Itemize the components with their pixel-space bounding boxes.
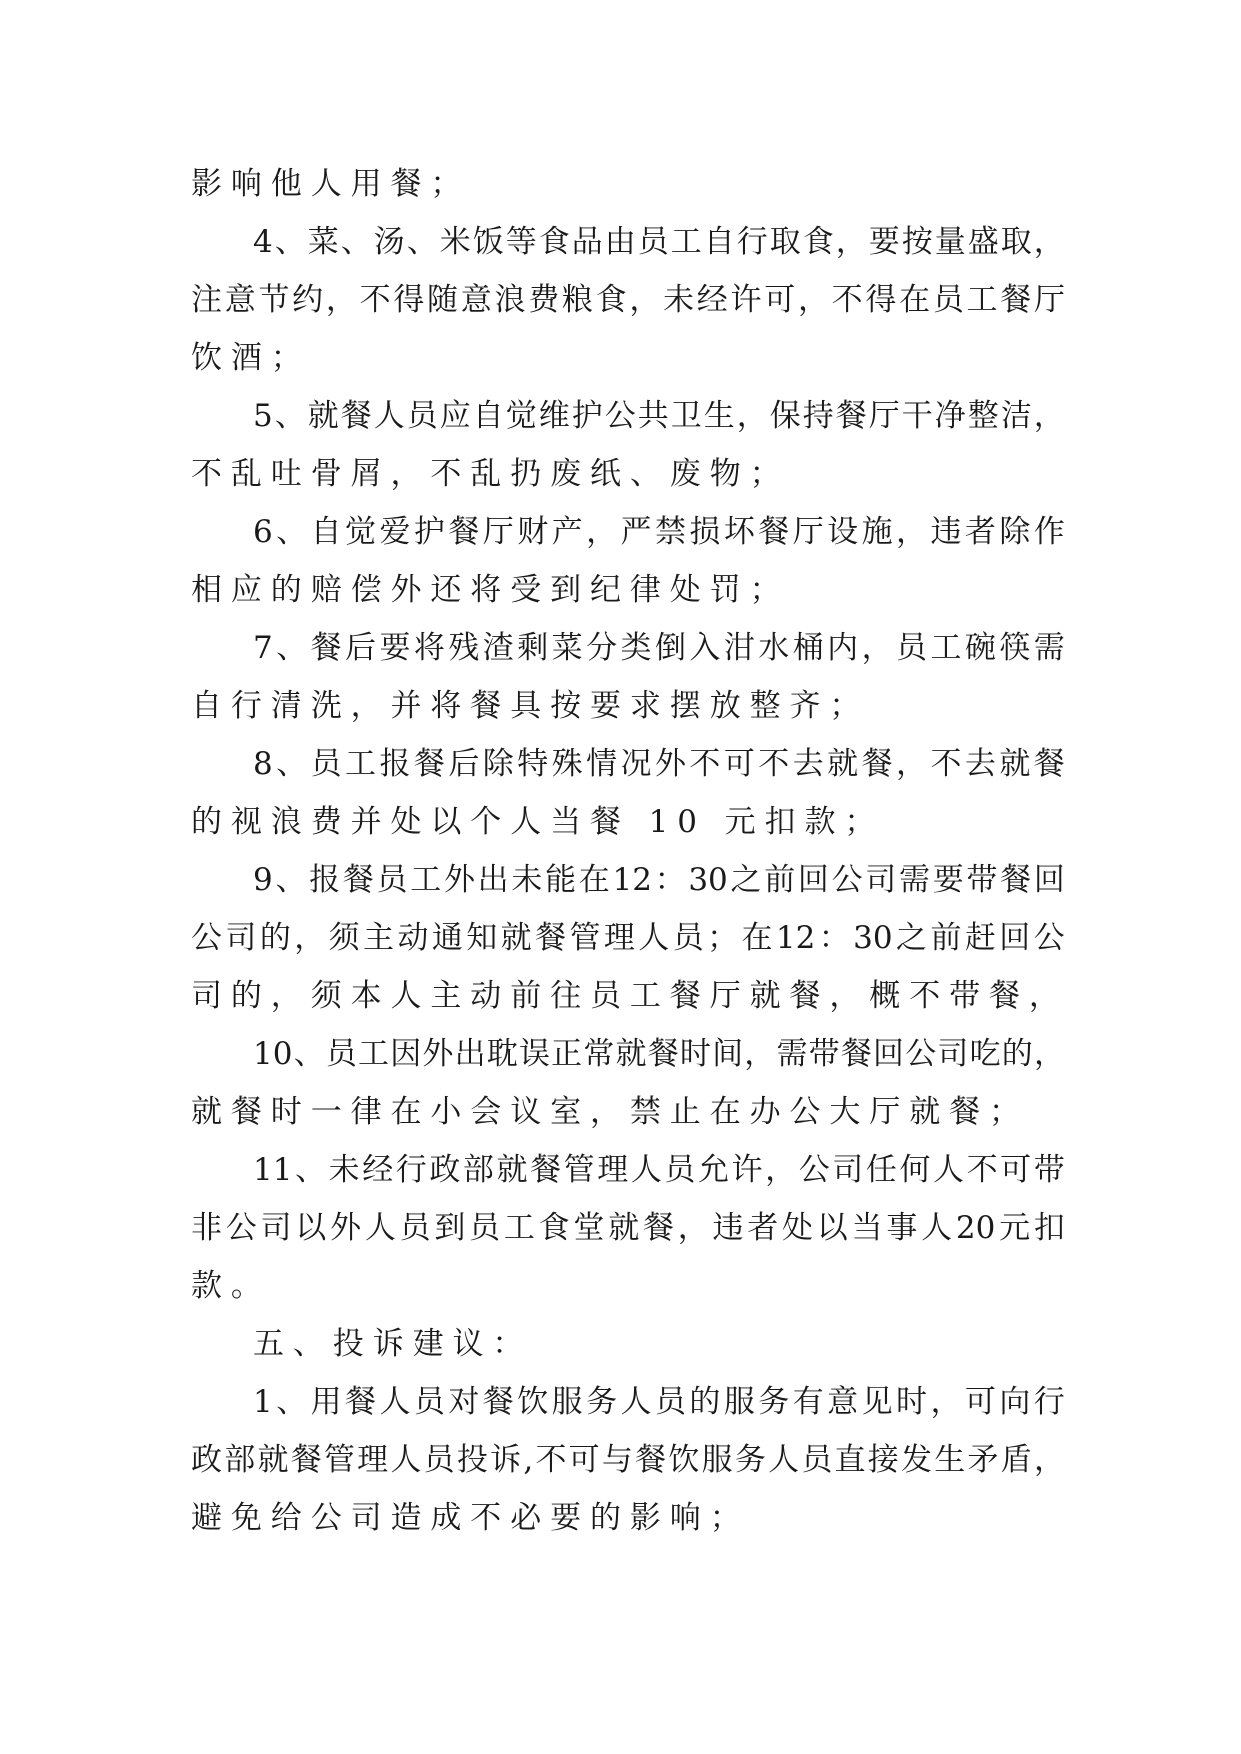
text-line: 款。 — [191, 1268, 271, 1304]
text-line: 就餐时一律在小会议室，禁止在办公大厅就餐； — [191, 1094, 1029, 1130]
text-line: 9 、 报 餐 员 工 外 出 未 能 在 12 ： 30 之 前 回 公 司 需 要 带 餐 回 — [253, 862, 1065, 898]
text-line: 8 、 员 工 报 餐 后 除 特 殊 情 况 外 不 可 不 去 就 餐 ， 不 去 就 餐 — [253, 746, 1065, 782]
text-line: 相应的赔偿外还将受到纪律处罚； — [191, 572, 790, 608]
text-line: 不乱吐骨屑，不乱扔废纸、废物； — [191, 456, 790, 492]
text-line: 司的，须本人主动前往员工餐厅就餐，概不带餐， — [191, 978, 1069, 1014]
section-heading: 五、投诉建议： — [253, 1326, 533, 1362]
text-line: 5 、 就 餐 人 员 应 自 觉 维 护 公 共 卫 生 ， 保 持 餐 厅 干 净 整 洁 ， — [253, 398, 1065, 434]
text-line: 饮酒； — [191, 340, 311, 376]
text-line: 影响他人用餐； — [191, 166, 471, 202]
text-line: 6 、 自 觉 爱 护 餐 厅 财 产 ， 严 禁 损 坏 餐 厅 设 施 ， 违 者 除 作 — [253, 514, 1065, 550]
text-line: 10 、 员 工 因 外 出 耽 误 正 常 就 餐 时 间 ， 需 带 餐 回 公 司 吃 的 ， — [253, 1036, 1065, 1072]
text-line: 4 、 菜 、 汤 、 米 饭 等 食 品 由 员 工 自 行 取 食 ， 要 按 量 盛 取 ， — [253, 224, 1065, 260]
text-line: 1 、 用 餐 人 员 对 餐 饮 服 务 人 员 的 服 务 有 意 见 时 ， 可 向 行 — [253, 1384, 1065, 1420]
text-line: 注 意 节 约 ， 不 得 随 意 浪 费 粮 食 ， 未 经 许 可 ， 不 得 在 员 工 餐 厅 — [191, 282, 1065, 318]
text-line: 自行清洗，并将餐具按要求摆放整齐； — [191, 688, 870, 724]
text-line: 政 部 就 餐 管 理 人 员 投 诉 , 不 可 与 餐 饮 服 务 人 员 直 接 发 生 矛 盾 ， — [191, 1442, 1065, 1478]
text-line: 7 、 餐 后 要 将 残 渣 剩 菜 分 类 倒 入 泔 水 桶 内 ， 员 工 碗 筷 需 — [253, 630, 1065, 666]
text-line: 的视浪费并处以个人当餐 10 元扣款； — [191, 804, 885, 840]
text-line: 11 、 未 经 行 政 部 就 餐 管 理 人 员 允 许 ， 公 司 任 何 人 不 可 带 — [253, 1152, 1065, 1188]
text-line: 避免给公司造成不必要的影响； — [191, 1500, 750, 1536]
text-line: 公 司 的 ， 须 主 动 通 知 就 餐 管 理 人 员 ； 在 12 ： 30 之 前 赶 回 公 — [191, 920, 1065, 956]
text-line: 非 公 司 以 外 人 员 到 员 工 食 堂 就 餐 ， 违 者 处 以 当 事 人 20 元 扣 — [191, 1210, 1065, 1246]
